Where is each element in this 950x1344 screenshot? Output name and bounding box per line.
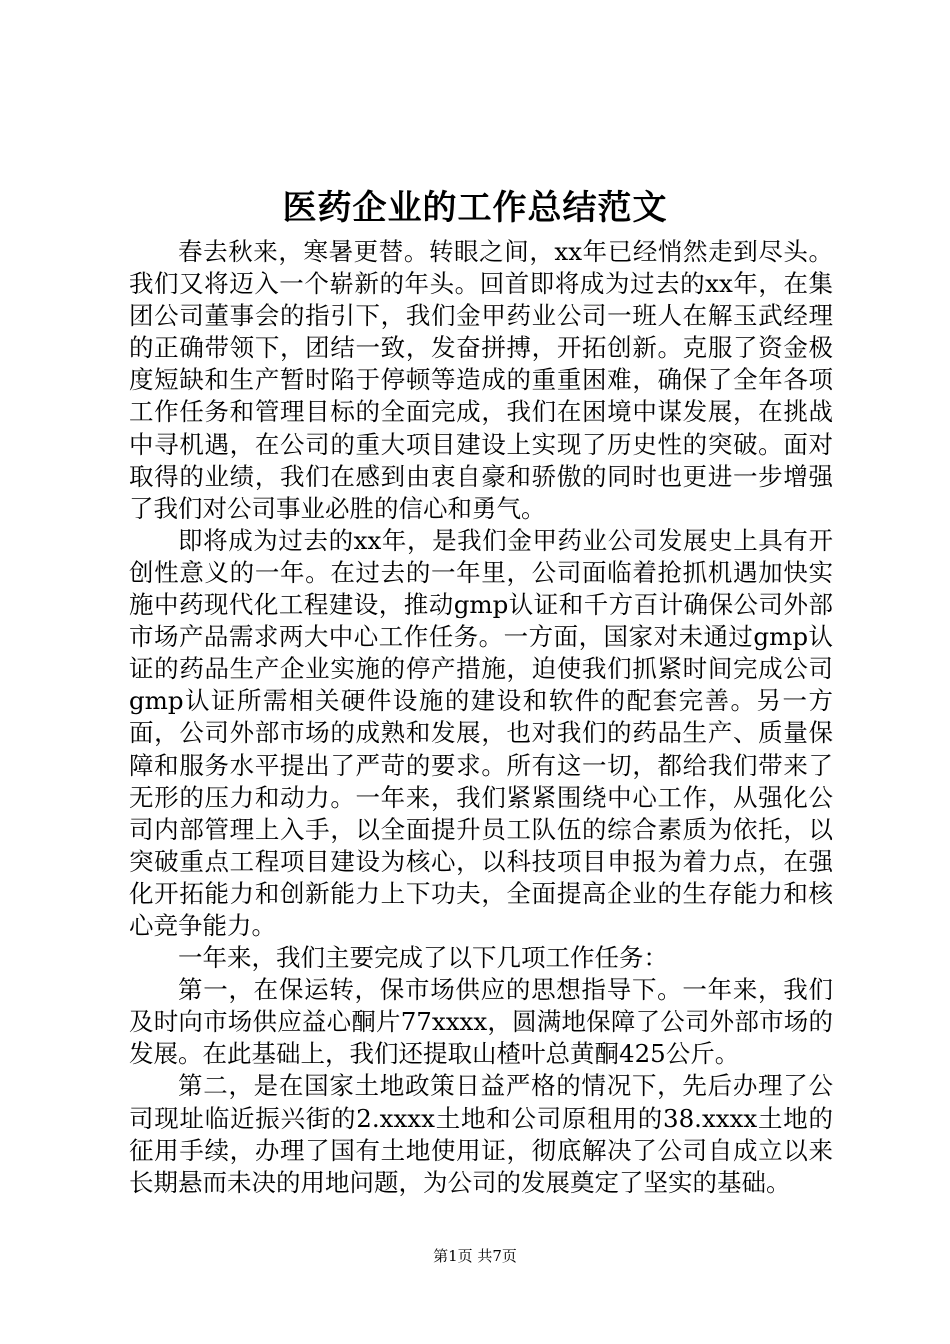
document-title: 医药企业的工作总结范文 <box>282 188 668 228</box>
document-body <box>129 236 833 1199</box>
paragraph-task-two: 第二，是在国家土地政策日益严格的情况下，先后办理了公司现址临近振兴街的2.xxxx土地和公司原租用的38.xxxx土地的征用手续，办理了国有土地使用证，彻底解决了公司自成立以来长期悬而未决的用地问题，为公司的发展奠定了坚实的基础。 <box>129 1071 833 1197</box>
paragraph-year-review: 即将成为过去的xx年，是我们金甲药业公司发展史上具有开创性意义的一年。在过去的一年里，公司面临着抢抓机遇加快实施中药现代化工程建设，推动gmp认证和千方百计确保公司外部市场产品需求两大中心工作任务。一方面，国家对未通过gmp认证的药品生产企业实施的停产措施，迫使我们抓紧时间完成公司gmp认证所需相关硬件设施的建设和软件的配套完善。另一方面，公司外部市场的成熟和发展，也对我们的药品生产、质量保障和服务水平提出了严苛的要求。所有这一切，都给我们带来了无形的压力和动力。一年来，我们紧紧围绕中心工作，从强化公司内部管理上入手，以全面提升员工队伍的综合素质为依托，以突破重点工程项目建设为核心，以科技项目申报为着力点，在强化开拓能力和创新能力上下功夫，全面提高企业的生存能力和核心竞争能力。 <box>129 525 833 940</box>
paragraph-intro: 春去秋来，寒暑更替。转眼之间，xx年已经悄然走到尽头。我们又将迈入一个崭新的年头。回首即将成为过去的xx年，在集团公司董事会的指引下，我们金甲药业公司一班人在解玉武经理的正确带领下，团结一致，发奋拼搏，开拓创新。克服了资金极度短缺和生产暂时陷于停顿等造成的重重困难，确保了全年各项工作任务和管理目标的全面完成，我们在困境中谋发展，在挑战中寻机遇，在公司的重大项目建设上实现了历史性的突破。面对取得的业绩，我们在感到由衷自豪和骄傲的同时也更进一步增强了我们对公司事业必胜的信心和勇气。 <box>129 237 833 523</box>
page-number-footer: 第1页 共7页 <box>433 1247 517 1265</box>
paragraph-task-one: 第一，在保运转，保市场供应的思想指导下。一年来，我们及时向市场供应益心酮片77xxxx，圆满地保障了公司外部市场的发展。在此基础上，我们还提取山楂叶总黄酮425公斤。 <box>129 975 833 1069</box>
paragraph-tasks-heading: 一年来，我们主要完成了以下几项工作任务： <box>178 943 668 973</box>
